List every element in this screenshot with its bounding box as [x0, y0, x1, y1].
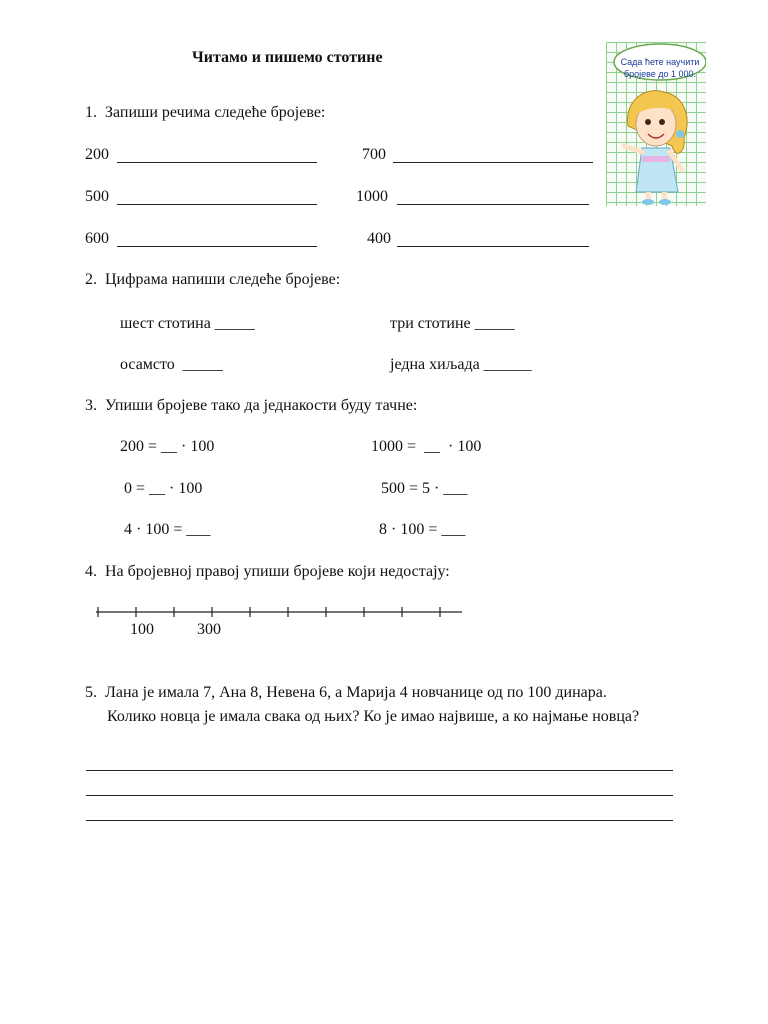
q1-item-400: 400 — [367, 230, 391, 247]
q1-item-1000: 1000 — [356, 188, 388, 205]
speech-bubble-text: Сада ћете научити бројеве до 1 000. — [620, 57, 700, 79]
question-5-text-line-1: 5. Лана је имала 7, Ана 8, Невена 6, а Марија 4 новчанице од по 100 динара. — [85, 684, 607, 701]
q3-equation-5[interactable]: 4 · 100 = ___ — [124, 521, 211, 538]
q1-answer-line-200[interactable] — [117, 162, 317, 163]
q1-item-600: 600 — [85, 230, 109, 247]
q1-item-500: 500 — [85, 188, 109, 205]
q1-item-200: 200 — [85, 146, 109, 163]
question-1-heading: 1. Запиши речима следеће бројеве: — [85, 104, 326, 121]
question-5-text-line-2: Колико новца је имала свака од њих? Ко је имао највише, а ко најмање новца? — [107, 708, 640, 725]
question-2-heading: 2. Цифрама напиши следеће бројеве: — [85, 271, 341, 288]
page-title: Читамо и пишемо стотине — [192, 49, 383, 66]
q3-equation-2[interactable]: 1000 = __ · 100 — [371, 438, 482, 455]
q1-answer-line-600[interactable] — [117, 246, 317, 247]
q1-answer-line-1000[interactable] — [397, 204, 589, 205]
q1-item-700: 700 — [362, 146, 386, 163]
q3-equation-4[interactable]: 500 = 5 · ___ — [381, 480, 468, 497]
q3-equation-6[interactable]: 8 · 100 = ___ — [379, 521, 466, 538]
question-4-heading: 4. На бројевној правој упиши бројеве који недостају: — [85, 563, 450, 580]
q5-answer-line-1[interactable] — [86, 770, 673, 771]
q3-equation-1[interactable]: 200 = __ · 100 — [120, 438, 215, 455]
question-3-heading: 3. Упиши бројеве тако да једнакости буду тачне: — [85, 397, 418, 414]
q2-item-one-thousand[interactable]: једна хиљада ______ — [390, 356, 532, 373]
number-line-label-100: 100 — [130, 621, 154, 638]
q5-answer-line-3[interactable] — [86, 820, 673, 821]
q2-item-eight-hundred[interactable]: осамсто _____ — [120, 356, 223, 373]
q1-answer-line-400[interactable] — [397, 246, 589, 247]
q1-answer-line-700[interactable] — [393, 162, 593, 163]
q1-answer-line-500[interactable] — [117, 204, 317, 205]
number-line-label-300: 300 — [197, 621, 221, 638]
q3-equation-3[interactable]: 0 = __ · 100 — [124, 480, 203, 497]
q5-answer-line-2[interactable] — [86, 795, 673, 796]
q2-item-three-hundred[interactable]: три стотине _____ — [390, 315, 515, 332]
number-line — [92, 604, 472, 620]
q2-item-six-hundred[interactable]: шест стотина _____ — [120, 315, 255, 332]
girl-illustration — [606, 42, 706, 206]
